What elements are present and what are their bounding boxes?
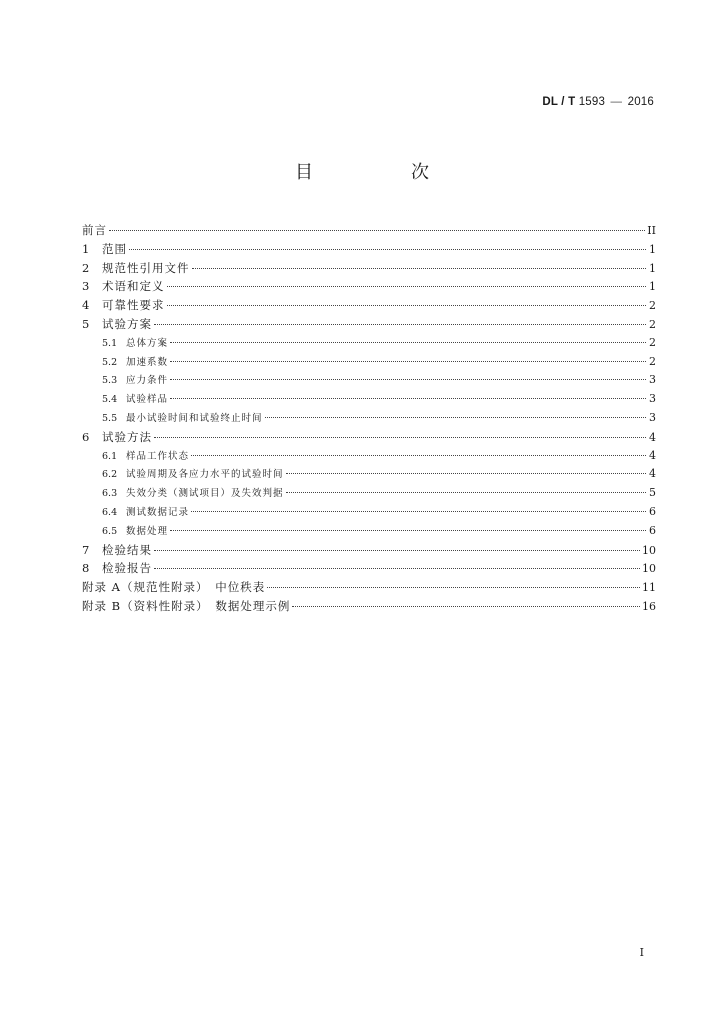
toc-entry-page: 3 <box>649 373 656 387</box>
toc-entry-title: 样品工作状态 <box>126 450 190 462</box>
toc-leader-dots <box>286 473 646 474</box>
toc-leader-dots <box>167 305 647 306</box>
toc-entry[interactable] <box>82 466 656 485</box>
toc-leader-dots <box>154 324 646 325</box>
table-of-contents <box>82 222 656 617</box>
toc-entry[interactable] <box>82 260 656 279</box>
toc-entry[interactable] <box>82 222 656 241</box>
toc-entry[interactable] <box>82 448 656 467</box>
toc-entry-title: 附录 A（规范性附录） 中位秩表 <box>82 580 266 595</box>
toc-entry[interactable] <box>82 372 656 391</box>
toc-leader-dots <box>154 550 640 551</box>
toc-entry[interactable] <box>82 316 656 335</box>
toc-entry-page: 4 <box>649 430 656 444</box>
toc-entry-page: 4 <box>649 467 656 481</box>
toc-entry[interactable] <box>82 542 656 561</box>
code-prefix: DL / T <box>542 96 576 108</box>
toc-entry-page: II <box>647 224 656 237</box>
toc-entry-page: 1 <box>649 280 656 294</box>
toc-entry-page: 6 <box>649 504 656 518</box>
toc-entry-title: 失效分类（测试项目）及失效判据 <box>126 488 284 500</box>
toc-entry-title: 试验方案 <box>102 316 152 331</box>
toc-leader-dots <box>154 568 640 569</box>
toc-entry[interactable] <box>82 485 656 504</box>
toc-entry[interactable] <box>82 504 656 523</box>
toc-entry[interactable] <box>82 523 656 542</box>
toc-entry-number: 5.2 <box>102 356 118 368</box>
toc-entry-title: 前言 <box>82 223 107 237</box>
toc-entry-page: 11 <box>642 581 656 595</box>
toc-entry[interactable] <box>82 579 656 598</box>
toc-entry-number: 4 <box>82 298 90 313</box>
toc-leader-dots <box>167 286 647 287</box>
toc-entry-page: 4 <box>649 448 656 462</box>
page-title: 目 次 <box>295 162 469 183</box>
toc-entry-title: 试验周期及各应力水平的试验时间 <box>126 469 284 481</box>
toc-entry-number: 3 <box>82 279 90 294</box>
toc-leader-dots <box>170 361 646 362</box>
toc-entry-page: 1 <box>649 242 656 256</box>
toc-entry-title: 最小试验时间和试验终止时间 <box>126 412 263 424</box>
toc-entry-page: 2 <box>649 299 656 313</box>
toc-leader-dots <box>191 511 646 512</box>
toc-entry-title: 试验方法 <box>102 429 152 444</box>
code-year: 2016 <box>627 96 654 108</box>
toc-entry-title: 数据处理 <box>126 525 169 537</box>
toc-leader-dots <box>192 268 647 269</box>
toc-entry-number: 1 <box>82 241 90 256</box>
toc-leader-dots <box>170 342 646 343</box>
toc-entry-number: 7 <box>82 542 90 557</box>
toc-entry-number: 5.1 <box>102 337 118 349</box>
toc-entry-number: 6 <box>82 429 90 444</box>
toc-leader-dots <box>109 230 645 231</box>
toc-leader-dots <box>267 587 640 588</box>
toc-leader-dots <box>129 249 646 250</box>
code-number: 1593 <box>578 96 606 108</box>
toc-entry-number: 2 <box>82 260 90 275</box>
toc-leader-dots <box>170 530 646 531</box>
toc-entry-title: 加速系数 <box>126 356 169 368</box>
toc-entry-page: 10 <box>642 562 656 576</box>
toc-entry[interactable] <box>82 560 656 579</box>
toc-entry-title: 测试数据记录 <box>126 506 190 518</box>
toc-leader-dots <box>170 379 646 380</box>
toc-entry-number: 6.1 <box>102 450 118 462</box>
toc-leader-dots <box>265 417 646 418</box>
page-number: I <box>639 946 644 959</box>
toc-entry-title: 应力条件 <box>126 375 169 387</box>
toc-entry-title: 试验样品 <box>126 394 169 406</box>
toc-entry-page: 2 <box>649 317 656 331</box>
toc-leader-dots <box>292 606 640 607</box>
toc-entry-number: 6.3 <box>102 488 118 500</box>
toc-entry-page: 5 <box>649 486 656 500</box>
toc-entry-title: 可靠性要求 <box>102 298 165 313</box>
toc-entry[interactable] <box>82 354 656 373</box>
toc-entry-title: 附录 B（资料性附录） 数据处理示例 <box>82 598 291 613</box>
toc-entry-page: 16 <box>642 599 656 613</box>
toc-entry-title: 范围 <box>102 241 127 256</box>
toc-entry-number: 5.3 <box>102 375 118 387</box>
toc-leader-dots <box>286 492 646 493</box>
toc-entry-number: 8 <box>82 561 90 576</box>
toc-entry[interactable] <box>82 391 656 410</box>
toc-entry[interactable] <box>82 429 656 448</box>
toc-entry[interactable] <box>82 278 656 297</box>
toc-entry-page: 2 <box>649 335 656 349</box>
toc-entry-number: 6.2 <box>102 469 118 481</box>
toc-entry-page: 3 <box>649 410 656 424</box>
document-code <box>542 96 654 108</box>
toc-entry[interactable] <box>82 598 656 617</box>
toc-entry-number: 6.4 <box>102 506 118 518</box>
toc-entry-page: 2 <box>649 354 656 368</box>
toc-leader-dots <box>170 398 646 399</box>
toc-entry-title: 检验报告 <box>102 561 152 576</box>
toc-entry-page: 1 <box>649 261 656 275</box>
toc-entry-page: 10 <box>642 543 656 557</box>
code-separator: — <box>610 96 623 108</box>
toc-entry[interactable] <box>82 297 656 316</box>
toc-leader-dots <box>191 455 646 456</box>
toc-entry-number: 5 <box>82 316 90 331</box>
toc-entry-title: 规范性引用文件 <box>102 260 190 275</box>
toc-entry[interactable] <box>82 335 656 354</box>
toc-entry-title: 检验结果 <box>102 542 152 557</box>
toc-entry[interactable] <box>82 241 656 260</box>
toc-entry[interactable] <box>82 410 656 429</box>
toc-entry-number: 6.5 <box>102 525 118 537</box>
toc-entry-page: 3 <box>649 392 656 406</box>
toc-entry-number: 5.5 <box>102 412 118 424</box>
toc-entry-number: 5.4 <box>102 394 118 406</box>
toc-entry-title: 术语和定义 <box>102 279 165 294</box>
toc-leader-dots <box>154 437 646 438</box>
toc-entry-title: 总体方案 <box>126 337 169 349</box>
toc-entry-page: 6 <box>649 523 656 537</box>
